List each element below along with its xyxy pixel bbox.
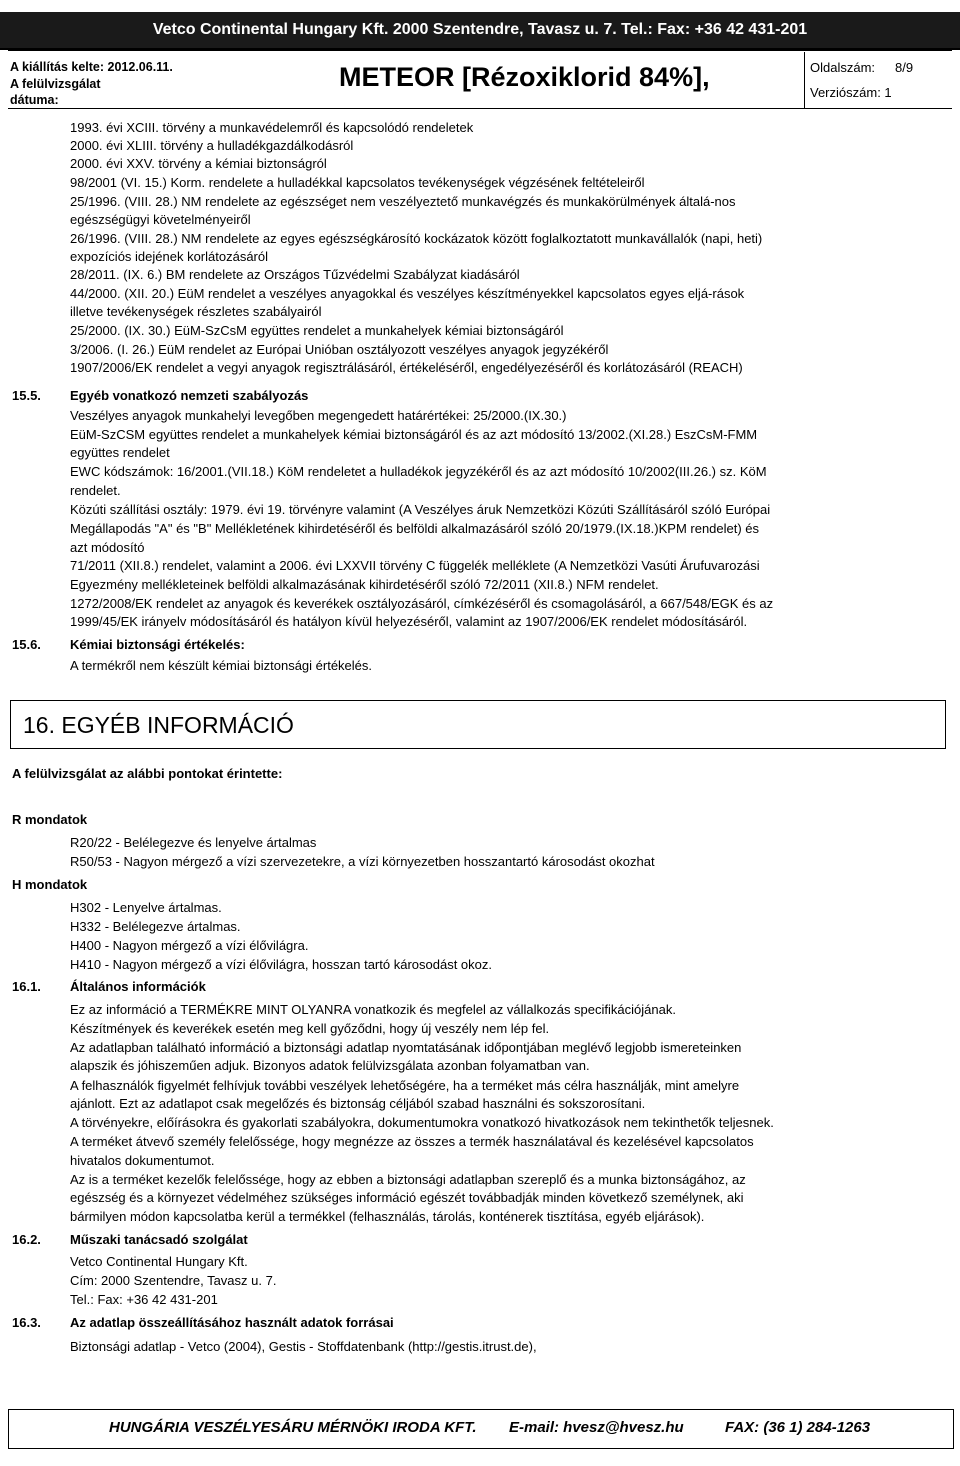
paragraph-line: egészség és a környezet védelméhez szükséges információ egészét továbbadják minden következő személynek, aki	[70, 1190, 744, 1205]
r-phrase: R50/53 - Nagyon mérgező a vízi szervezetekre, a vízi környezetben hosszantartó károsodást okozhat	[70, 854, 655, 869]
paragraph-line: Veszélyes anyagok munkahelyi levegőben megengedett határértékei: 25/2000.(IX.30.)	[70, 408, 567, 423]
r-phrase: R20/22 - Belélegezve és lenyelve ártalmas	[70, 835, 317, 850]
list-item: 3/2006. (I. 26.) EüM rendelet az Európai Unióban osztályozott veszélyes anyagok jegyzékéről	[70, 342, 609, 357]
page-footer	[8, 1409, 954, 1449]
paragraph-line: Tel.: Fax: +36 42 431-201	[70, 1292, 218, 1307]
paragraph-line: Közúti szállítási osztály: 1979. évi 19. törvényre valamint (A Veszélyes áruk Nemzetközi Közúti Szállításáról szóló Európai	[70, 502, 771, 517]
list-item: illetve tevékenységek részletes szabályairól	[70, 304, 322, 319]
list-item: 28/2011. (IX. 6.) BM rendelete az Országos Tűzvédelmi Szabályzat kiadásáról	[70, 267, 520, 282]
page-header	[0, 0, 960, 110]
section-number: 16.1.	[12, 979, 41, 994]
company-line: Vetco Continental Hungary Kft. 2000 Szentendre, Tavasz u. 7. Tel.: Fax: +36 42 431-201	[152, 21, 808, 38]
list-item: egészségügyi követelményeiről	[70, 212, 251, 227]
list-item: 1993. évi XCIII. törvény a munkavédelemről és kapcsolódó rendeletek	[70, 120, 474, 135]
paragraph-line: együttes rendelet	[70, 445, 170, 460]
paragraph-line: EüM-SzCSM együttes rendelet a munkahelyek kémiai biztonságáról és az azt módosító 13/2002.(XI.28.) EszCsM-FMM	[70, 427, 758, 442]
list-item: 98/2001 (VI. 15.) Korm. rendelete a hulladékkal kapcsolatos tevékenységek végzésének feltételeiről	[70, 175, 645, 190]
review-date-label-1: A felülvizsgálat	[10, 77, 101, 91]
paragraph-line: hivatalos dokumentumot.	[70, 1153, 215, 1168]
paragraph-line: A termékről nem készült kémiai biztonsági értékelés.	[70, 658, 373, 673]
paragraph-line: Készítmények és keverékek esetén meg kell győződni, hogy új veszély nem lép fel.	[70, 1021, 550, 1036]
list-item: 44/2000. (XII. 20.) EüM rendelet a veszélyes anyagokkal és veszélyes készítményekkel kapcsolatos egyes eljá-rások	[70, 286, 745, 301]
h-phrase: H302 - Lenyelve ártalmas.	[70, 900, 222, 915]
list-item: 26/1996. (VIII. 28.) NM rendelete az egyes egészségkárosító kockázatok között foglalkoztatott munkavállalók (napi, heti)	[70, 231, 763, 246]
section-title: Általános információk	[70, 979, 206, 994]
list-item: 2000. évi XLIII. törvény a hulladékgazdálkodásról	[70, 138, 354, 153]
list-item: 1907/2006/EK rendelet a vegyi anyagok regisztrálásáról, értékeléséről, engedélyezéséről és korlátozásáról (REACH)	[70, 360, 743, 375]
section-number: 16.3.	[12, 1315, 41, 1330]
h-phrases-heading: H mondatok	[12, 877, 88, 892]
list-item: 25/1996. (VIII. 28.) NM rendelete az egészséget nem veszélyeztető munkavégzés és munkakörülmények általá-nos	[70, 194, 736, 209]
section-number: 15.5.	[12, 388, 41, 403]
section-title: Kémiai biztonsági értékelés:	[70, 637, 245, 652]
paragraph-line: A felhasználók figyelmét felhívjuk további veszélyek lehetőségére, ha a terméket más célra használják, mint amelyre	[70, 1078, 740, 1093]
paragraph-line: A törvényekre, előírásokra és gyakorlati szabályokra, dokumentumokra vonatkozó hivatkozások nem tekinthetők teljesnek.	[70, 1115, 774, 1130]
review-heading: A felülvizsgálat az alábbi pontokat érintette:	[12, 766, 283, 781]
paragraph-line: 1999/45/EK irányelv módosításáról és hatályon kívül helyezéséről, valamint az 1907/2006/EK rendelet módosításáról.	[70, 614, 748, 629]
list-item: 2000. évi XXV. törvény a kémiai biztonságról	[70, 156, 327, 171]
h-phrase: H410 - Nagyon mérgező a vízi élővilágra, hosszan tartó károsodást okoz.	[70, 957, 492, 972]
issue-date: A kiállítás kelte: 2012.06.11.	[10, 60, 173, 74]
review-date-label-2: dátuma:	[10, 93, 59, 107]
paragraph-line: Vetco Continental Hungary Kft.	[70, 1254, 248, 1269]
paragraph-line: azt módosító	[70, 540, 145, 555]
paragraph-line: EWC kódszámok: 16/2001.(VII.18.) KöM rendeletet a hulladékok jegyzékéről és az azt módosító 10/2002(III.26.) sz. KöM	[70, 464, 767, 479]
list-item: expozíciós idejének korlátozásáról	[70, 249, 268, 264]
paragraph-line: rendelet.	[70, 483, 121, 498]
section-16-heading	[10, 700, 946, 749]
company-banner	[0, 12, 960, 50]
footer-fax: FAX: (36 1) 284-1263	[725, 1419, 871, 1436]
paragraph-line: Cím: 2000 Szentendre, Tavasz u. 7.	[70, 1273, 277, 1288]
h-phrase: H332 - Belélegezve ártalmas.	[70, 919, 241, 934]
paragraph-line: alapszik és jóhiszeműen adjuk. Bizonyos adatok felülvizsgálata azonban folyamatban van.	[70, 1058, 590, 1073]
paragraph-line: 71/2011 (XII.8.) rendelet, valamint a 2006. évi LXXVII törvény C függelék melléklete (A Nemzetközi Vasúti Árufuvarozási	[70, 558, 760, 573]
version-number: Verziószám: 1	[810, 85, 892, 100]
section-title: Műszaki tanácsadó szolgálat	[70, 1232, 248, 1247]
product-title: METEOR [Rézoxiklorid 84%],	[339, 62, 710, 92]
section-number: 15.6.	[12, 637, 41, 652]
paragraph-line: Ez az információ a TERMÉKRE MINT OLYANRA vonatkozik és megfelel az vállalkozás specifikációjának.	[70, 1002, 676, 1017]
footer-company: HUNGÁRIA VESZÉLYESÁRU MÉRNÖKI IRODA KFT.	[109, 1419, 477, 1436]
paragraph-line: Az is a terméket kezelők felelőssége, hogy az ebben a biztonsági adatlapban szereplő és a munka biztonságához, az	[70, 1172, 746, 1187]
section-heading-text: 16. EGYÉB INFORMÁCIÓ	[23, 712, 294, 738]
paragraph-line: Biztonsági adatlap - Vetco (2004), Gestis - Stoffdatenbank (http://gestis.itrust.de),	[70, 1339, 537, 1354]
paragraph-line: A terméket átvevő személy felelőssége, hogy megnézze az összes a termék használatával és kezelésével kapcsolatos	[70, 1134, 754, 1149]
paragraph-line: Az adatlapban található információ a biztonsági adatlap nyomtatásának időpontjában meglévő legjobb ismereteinken	[70, 1040, 742, 1055]
paragraph-line: 1272/2008/EK rendelet az anyagok és keverékek osztályozásáról, címkézéséről és csomagolásáról, a 667/548/EGK és az	[70, 596, 774, 611]
paragraph-line: Megállapodás "A" és "B" Mellékletének kihirdetéséről és belföldi alkalmazásáról szóló 20/1979.(IX.18.)KPM rendelet) és	[70, 521, 760, 536]
h-phrase: H400 - Nagyon mérgező a vízi élővilágra.	[70, 938, 309, 953]
paragraph-line: ajánlott. Ezt az adatlapot csak megelőzés és biztonság céljából szabad használni és sokszorosítani.	[70, 1096, 646, 1111]
section-number: 16.2.	[12, 1232, 41, 1247]
section-title: Az adatlap összeállításához használt adatok forrásai	[70, 1315, 394, 1330]
paragraph-line: bármilyen módon kapcsolatba kerül a termékkel (felhasználás, tárolás, konténerek tisztítása, egyéb eljárások).	[70, 1209, 705, 1224]
page-number: Oldalszám: 8/9	[810, 60, 914, 75]
r-phrases-heading: R mondatok	[12, 812, 88, 827]
section-title: Egyéb vonatkozó nemzeti szabályozás	[70, 388, 309, 403]
list-item: 25/2000. (IX. 30.) EüM-SzCsM együttes rendelet a munkahelyek kémiai biztonságáról	[70, 323, 564, 338]
footer-email: E-mail: hvesz@hvesz.hu	[509, 1419, 684, 1436]
paragraph-line: Egyezmény mellékleteinek belföldi alkalmazásának kihirdetéséről szóló 72/2011 (XII.8.) NFM rendelet.	[70, 577, 659, 592]
